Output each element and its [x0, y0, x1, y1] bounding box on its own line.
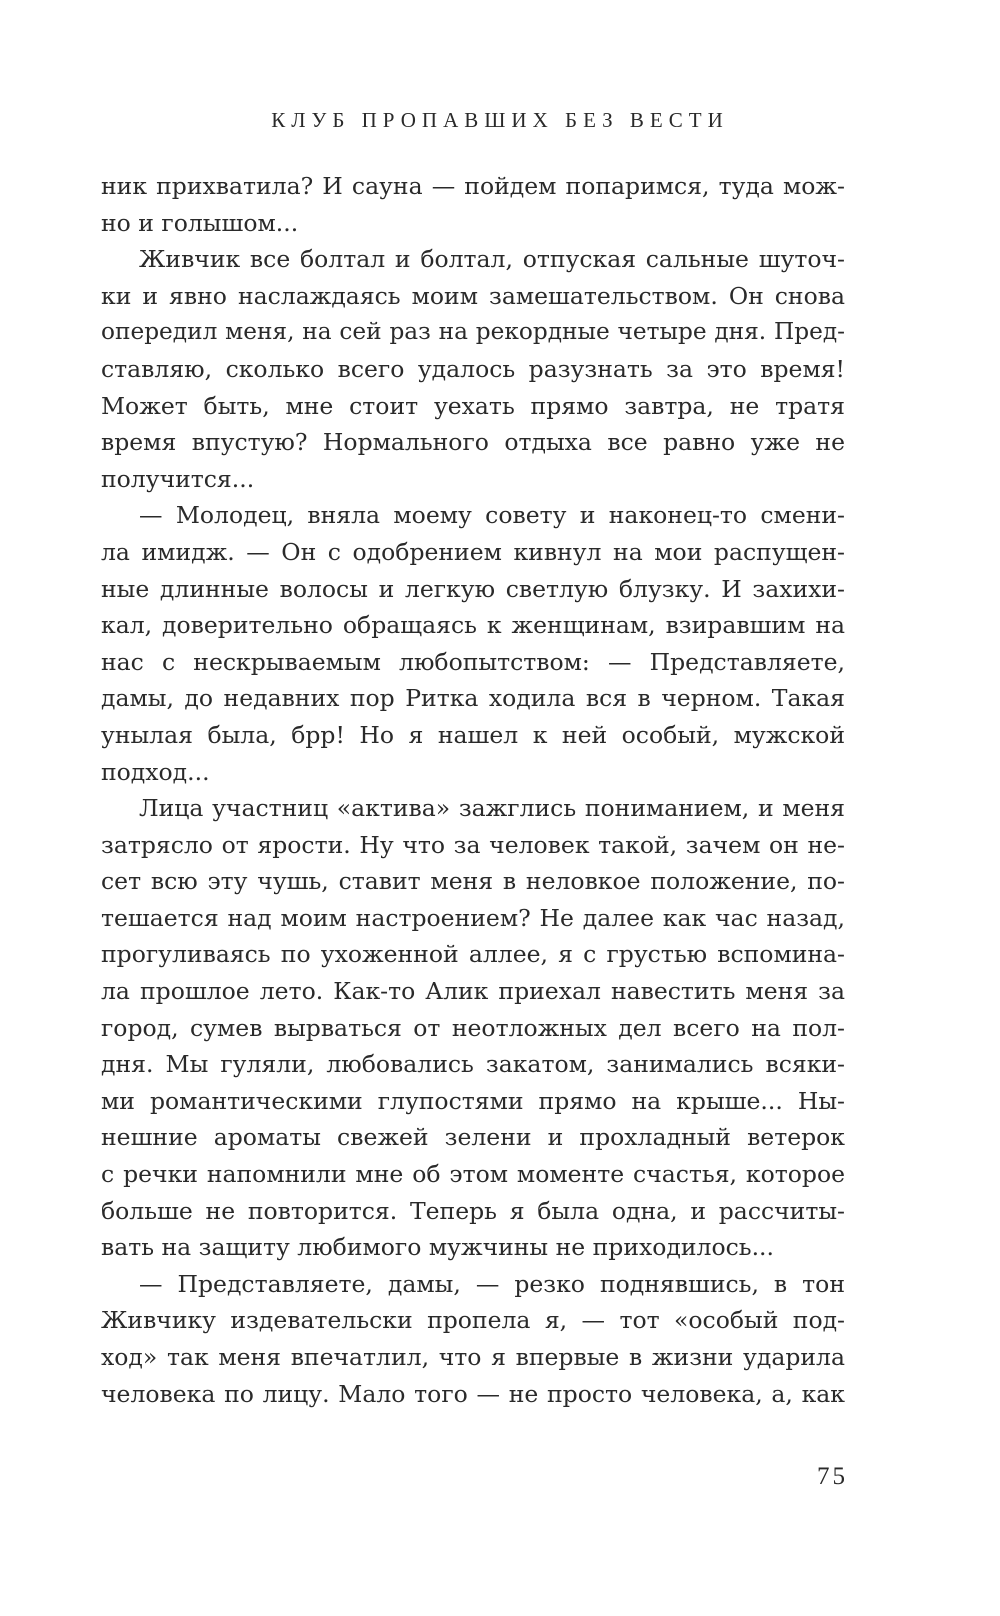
text-line: больше не повторится. Теперь я была одна, и рассчиты- [101, 1196, 845, 1225]
text-line: — Представляете, дамы, — резко поднявшись, в тон [139, 1269, 845, 1298]
text-line: ход» так меня впечатлил, что я впервые в жизни ударила [101, 1343, 845, 1371]
page-number: 75 [817, 1463, 848, 1490]
text-line: Может быть, мне стоит уехать прямо завтра, не тратя [101, 391, 845, 420]
text-line: нас с нескрываемым любопытством: — Представляете, [101, 647, 845, 676]
body-text [101, 168, 845, 1412]
text-line: Лица участниц «актива» зажглись пониманием, и меня [139, 794, 845, 823]
text-line: подход... [101, 757, 210, 786]
text-line: затрясло от ярости. Ну что за человек такой, зачем он не- [101, 830, 845, 859]
text-line: дамы, до недавних пор Ритка ходила вся в черном. Такая [101, 684, 845, 713]
text-line: тешается над моим настроением? Не далее как час назад, [101, 903, 845, 932]
text-line: прогуливаясь по ухоженной аллее, я с грустью вспомина- [101, 940, 845, 969]
text-line: ник прихватила? И сауна — пойдем попаримся, туда мож- [101, 172, 845, 200]
text-line: время впустую? Нормального отдыха все равно уже не [101, 428, 845, 457]
text-line: получится... [101, 464, 255, 493]
text-line: нешние ароматы свежей зелени и прохладный ветерок [101, 1123, 845, 1152]
text-line: но и голышом... [101, 208, 299, 237]
text-line: унылая была, брр! Но я нашел к ней особый, мужской [101, 720, 845, 749]
text-line: сет всю эту чушь, ставит меня в неловкое положение, по- [101, 867, 845, 896]
text-line: Живчику издевательски пропела я, — тот «особый под- [101, 1306, 845, 1335]
text-line: с речки напомнили мне об этом моменте счастья, которое [101, 1160, 845, 1189]
text-line: дня. Мы гуляли, любовались закатом, занимались всяки- [101, 1050, 845, 1079]
text-line: вать на защиту любимого мужчины не приходилось... [101, 1233, 774, 1262]
text-line: город, сумев вырваться от неотложных дел всего на пол- [101, 1013, 845, 1042]
text-line: ки и явно наслаждаясь моим замешательством. Он снова [101, 281, 845, 310]
text-line: ные длинные волосы и легкую светлую блузку. И захихи- [101, 574, 845, 603]
text-line: Живчик все болтал и болтал, отпуская сальные шуточ- [139, 245, 845, 274]
text-line: ла имидж. — Он с одобрением кивнул на мои распущен- [101, 537, 845, 566]
text-line: ла прошлое лето. Как-то Алик приехал навестить меня за [101, 977, 845, 1006]
text-line: кал, доверительно обращаясь к женщинам, взиравшим на [101, 611, 845, 640]
text-line: ставляю, сколько всего удалось разузнать за это время! [101, 354, 845, 383]
text-line: опередил меня, на сей раз на рекордные четыре дня. Пред- [101, 318, 845, 346]
text-line: человека по лицу. Мало того — не просто человека, а, как [101, 1379, 845, 1408]
text-line: — Молодец, вняла моему совету и наконец-то смени- [139, 501, 845, 530]
text-line: ми романтическими глупостями прямо на крыше... Ны- [101, 1086, 845, 1115]
running-head: КЛУБ ПРОПАВШИХ БЕЗ ВЕСТИ [271, 108, 729, 132]
